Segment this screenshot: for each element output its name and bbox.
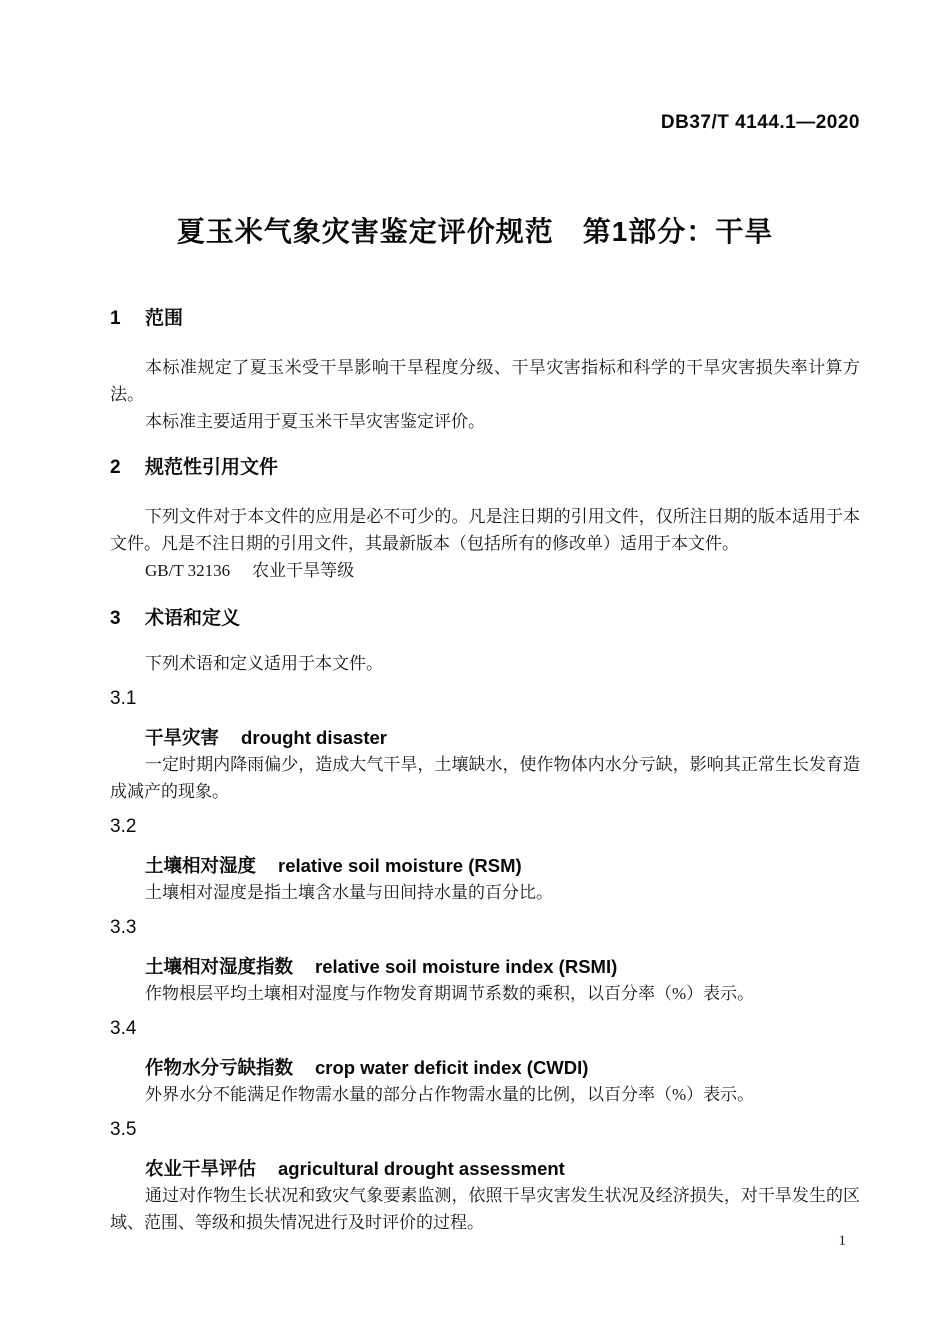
section-label: 术语和定义 (145, 608, 241, 629)
section-heading-scope (110, 306, 860, 332)
paragraph: 本标准规定了夏玉米受干旱影响干旱程度分级、干旱灾害指标和科学的干旱灾害损失率计算方法。 (110, 358, 860, 404)
term-number: 3.2 (110, 816, 137, 837)
term-name-en: relative soil moisture index (RSMI) (315, 956, 618, 977)
term-heading (110, 853, 860, 879)
term-name-en: crop water deficit index (CWDI) (315, 1057, 589, 1078)
standard-code-header: DB37/T 4144.1—2020 (660, 112, 860, 133)
term-definition: 一定时期内降雨偏少，造成大气干旱，土壤缺水，使作物体内水分亏缺，影响其正常生长发育造成减产的现象。 (110, 755, 860, 801)
section-number: 2 (110, 457, 121, 478)
term-name-zh: 土壤相对湿度指数 (145, 956, 294, 977)
term-name-zh: 作物水分亏缺指数 (145, 1057, 294, 1078)
section-label: 范围 (145, 308, 184, 329)
term-number: 3.5 (110, 1119, 137, 1140)
term-number: 3.4 (110, 1018, 137, 1039)
section-label: 规范性引用文件 (145, 457, 279, 478)
term-heading (110, 1156, 860, 1182)
section-number: 1 (110, 308, 121, 329)
term-name-zh: 干旱灾害 (145, 727, 220, 748)
section-heading-terms-definitions (110, 606, 860, 632)
term-heading (110, 725, 860, 751)
term-definition: 通过对作物生长状况和致灾气象要素监测，依照干旱灾害发生状况及经济损失，对干旱发生的区域、范围、等级和损失情况进行及时评价的过程。 (110, 1186, 860, 1232)
term-heading (110, 954, 860, 980)
document-title: 夏玉米气象灾害鉴定评价规范 第1部分：干旱 (176, 216, 774, 247)
term-number: 3.1 (110, 688, 137, 709)
term-name-en: relative soil moisture (RSM) (278, 855, 522, 876)
section-heading-normative-references (110, 455, 860, 481)
term-name-en: drought disaster (241, 727, 387, 748)
term-definition: 土壤相对湿度是指土壤含水量与田间持水量的百分比。 (145, 883, 553, 902)
paragraph: 下列文件对于本文件的应用是必不可少的。凡是注日期的引用文件，仅所注日期的版本适用于本文件。凡是不注日期的引用文件，其最新版本（包括所有的修改单）适用于本文件。 (110, 507, 860, 553)
section-number: 3 (110, 608, 121, 629)
term-definition: 作物根层平均土壤相对湿度与作物发育期调节系数的乘积，以百分率（%）表示。 (145, 984, 755, 1003)
reference-title: 农业干旱等级 (252, 561, 355, 580)
document-body (110, 306, 860, 1236)
term-name-zh: 农业干旱评估 (145, 1158, 257, 1179)
normative-reference-entry (110, 557, 860, 584)
term-definition: 外界水分不能满足作物需水量的部分占作物需水量的比例，以百分率（%）表示。 (145, 1085, 755, 1104)
paragraph: 本标准主要适用于夏玉米干旱灾害鉴定评价。 (145, 412, 485, 431)
term-name-zh: 土壤相对湿度 (145, 855, 257, 876)
term-name-en: agricultural drought assessment (278, 1158, 565, 1179)
page-number: 1 (838, 1233, 846, 1249)
reference-code: GB/T 32136 (145, 561, 231, 580)
paragraph: 下列术语和定义适用于本文件。 (145, 654, 383, 673)
term-heading (110, 1055, 860, 1081)
term-number: 3.3 (110, 917, 137, 938)
